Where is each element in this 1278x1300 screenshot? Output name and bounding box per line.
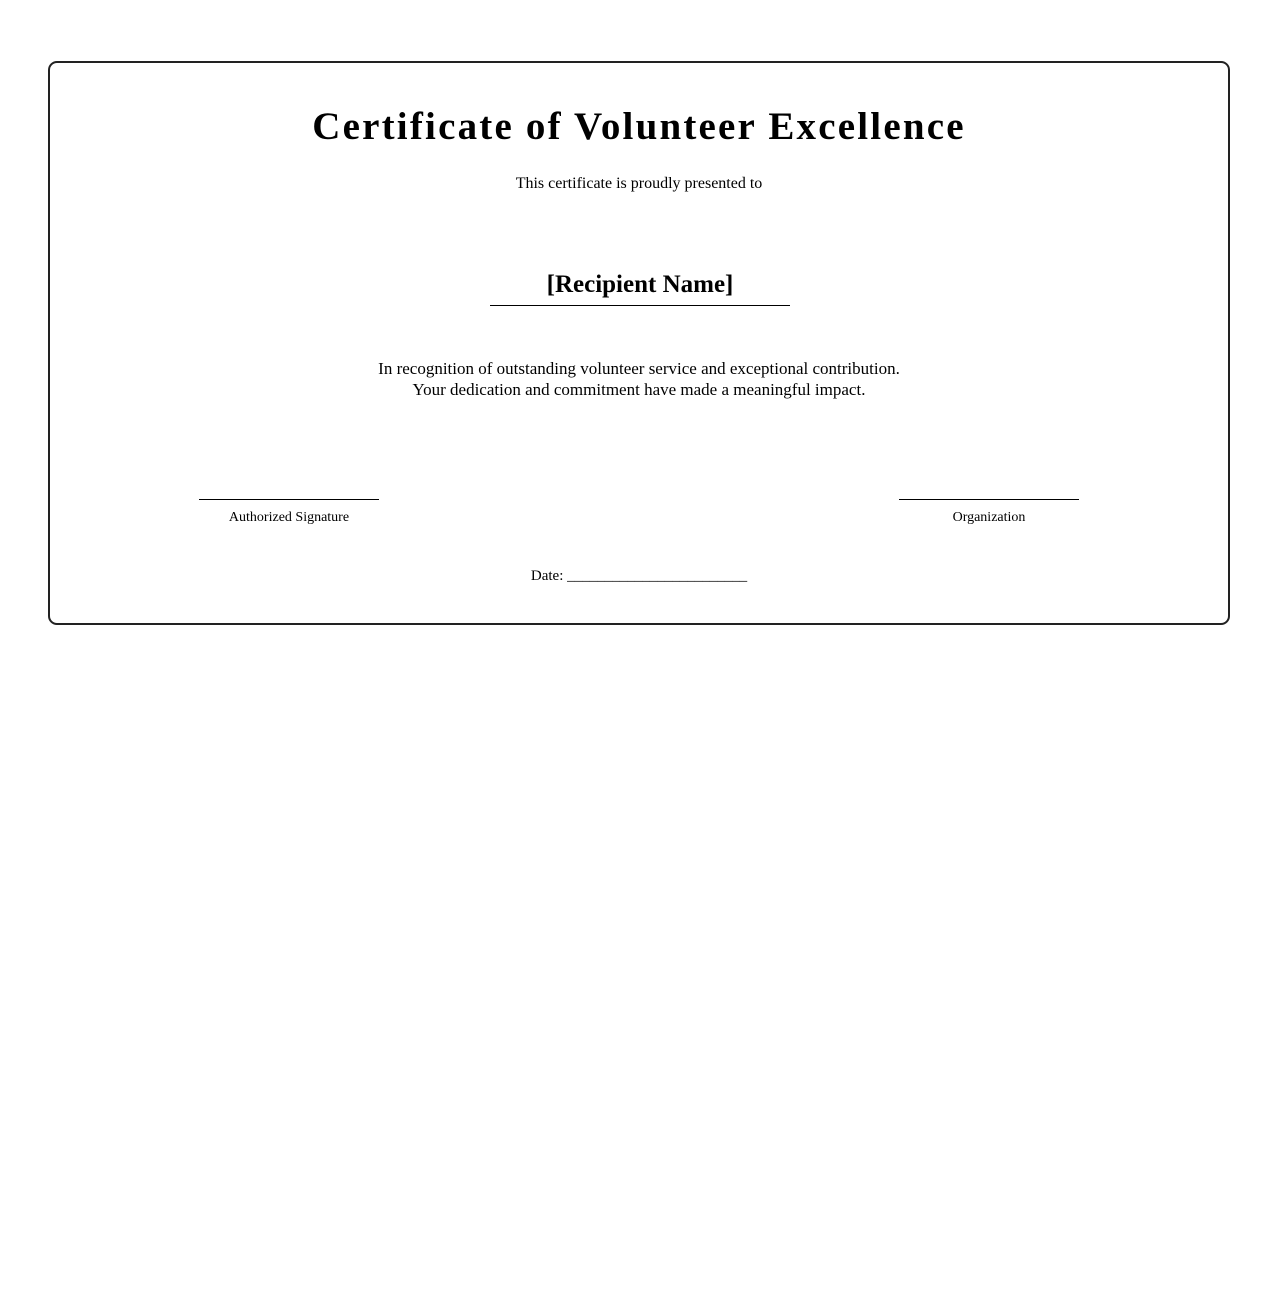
presented-to-text: This certificate is proudly presented to [515, 175, 763, 192]
signature-line [199, 499, 379, 500]
organization-block [899, 499, 1079, 526]
recipient-name: [Recipient Name] [490, 269, 790, 306]
recognition-text [50, 358, 1228, 400]
certificate [48, 61, 1230, 625]
organization-label: Organization [952, 510, 1026, 525]
date-blank: ________________________ [567, 568, 748, 584]
recognition-line-1: In recognition of outstanding volunteer service and exceptional contribution. [378, 359, 900, 378]
recognition-line-2: Your dedication and commitment have made a meaningful impact. [412, 380, 866, 399]
organization-line [899, 499, 1079, 500]
date-label: Date: [530, 568, 564, 584]
signature-block [199, 499, 379, 526]
signature-label: Authorized Signature [228, 510, 350, 525]
certificate-title: Certificate of Volunteer Excellence [312, 105, 966, 148]
date-field [50, 567, 1228, 585]
